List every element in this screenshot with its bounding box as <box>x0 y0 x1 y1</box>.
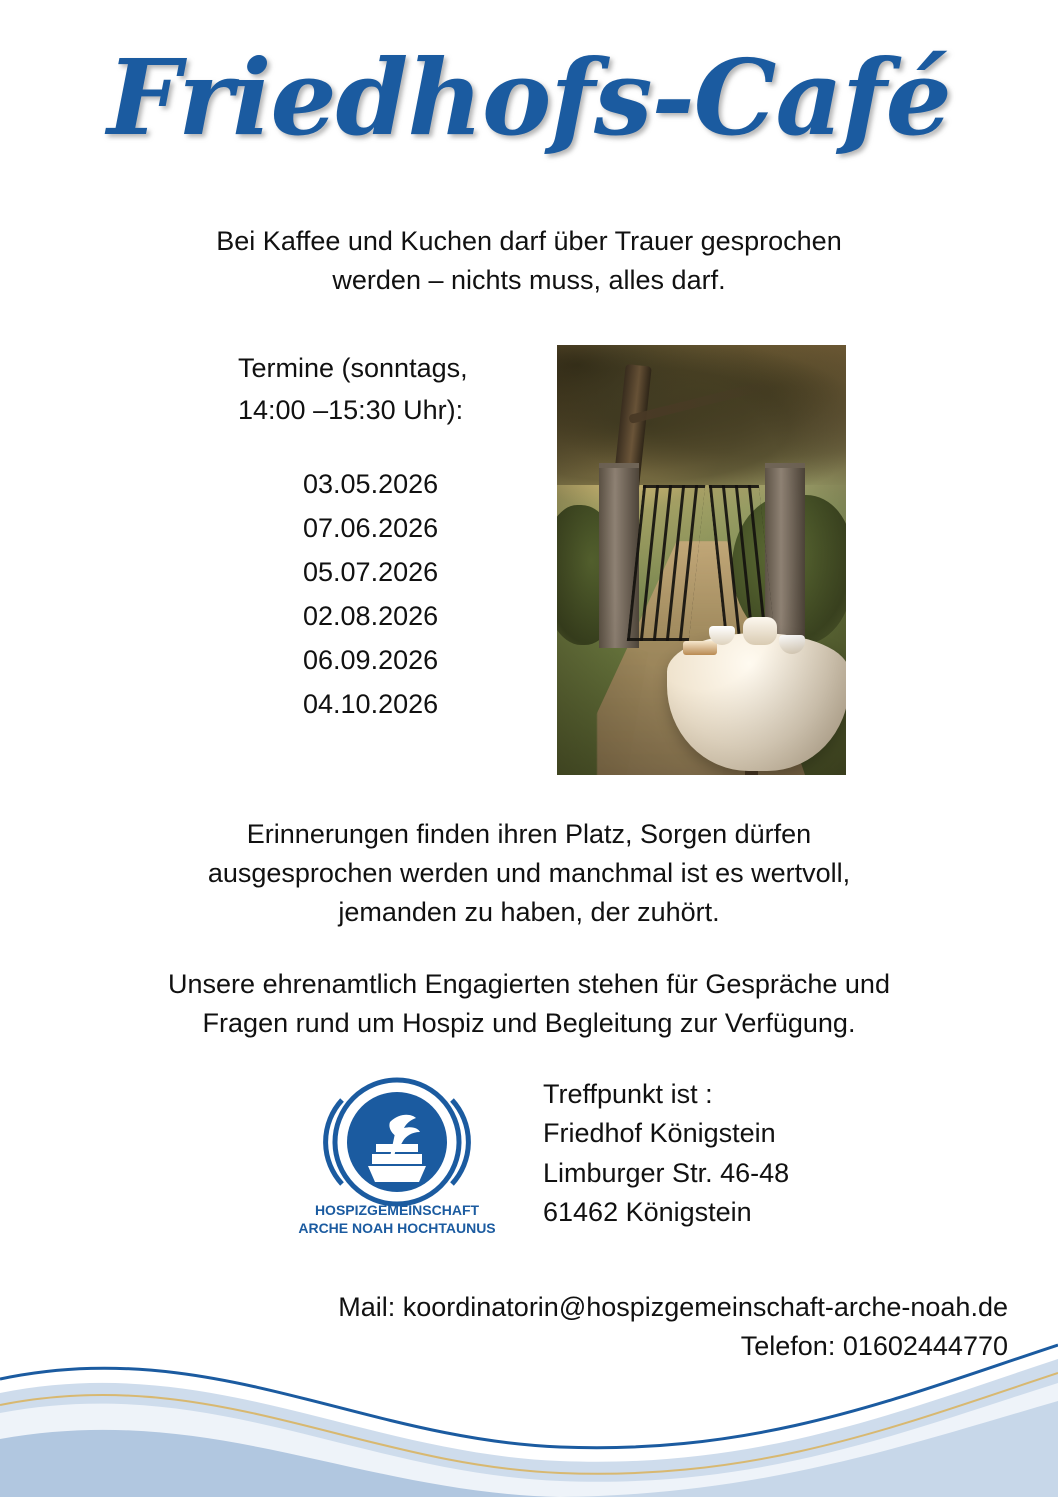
list-item: 05.07.2026 <box>303 557 439 587</box>
termine-heading-line-2: 14:00 –15:30 Uhr): <box>238 394 464 425</box>
hospiz-logo <box>272 1070 522 1240</box>
list-item: 04.10.2026 <box>303 689 439 719</box>
memories-line-3: jemanden zu haben, der zuhört. <box>338 897 720 928</box>
logo-graphic <box>272 1070 522 1240</box>
contact-mail: Mail: koordinatorin@hospizgemeinschaft-arche-noah.de <box>338 1292 1008 1322</box>
memories-line-1: Erinnerungen finden ihren Platz, Sorgen dürfen <box>246 819 812 849</box>
intro-line-2: werden – nichts muss, alles darf. <box>332 265 726 296</box>
meeting-point-address <box>543 1075 789 1233</box>
list-item: 03.05.2026 <box>303 469 439 499</box>
page-title: Friedhofs-Café <box>107 36 951 159</box>
intro-line-1: Bei Kaffee und Kuchen darf über Trauer gesprochen <box>216 226 842 256</box>
volunteers-line-1: Unsere ehrenamtlich Engagierten stehen für Gespräche und <box>168 969 890 999</box>
list-item: 07.06.2026 <box>303 513 439 543</box>
logo-name-line-2: ARCHE NOAH HOCHTAUNUS <box>298 1220 496 1236</box>
list-item: 06.09.2026 <box>303 645 439 675</box>
wave-graphic <box>0 1297 1058 1497</box>
termine-heading-line-1: Termine (sonntags, <box>238 353 468 383</box>
volunteers-paragraph <box>0 965 1058 1043</box>
logo-name-line-1: HOSPIZGEMEINSCHAFT <box>314 1202 480 1218</box>
termine-date-list <box>303 462 438 726</box>
address-line-2: Friedhof Königstein <box>543 1118 776 1149</box>
address-line-3: Limburger Str. 46-48 <box>543 1157 790 1188</box>
memories-paragraph <box>0 815 1058 932</box>
address-line-4: 61462 Königstein <box>543 1197 752 1228</box>
volunteers-line-2: Fragen rund um Hospiz und Begleitung zur Verfügung. <box>202 1008 856 1039</box>
list-item: 02.08.2026 <box>303 601 439 631</box>
footer-wave-decoration <box>0 1297 1058 1497</box>
cemetery-gate-photo <box>557 345 846 775</box>
address-line-1: Treffpunkt ist : <box>543 1079 713 1109</box>
intro-text <box>0 222 1058 300</box>
photo-vignette <box>557 345 846 775</box>
termine-heading <box>238 348 538 432</box>
memories-line-2: ausgesprochen werden und manchmal ist es wertvoll, <box>207 858 851 889</box>
contact-phone: Telefon: 01602444770 <box>740 1331 1008 1362</box>
